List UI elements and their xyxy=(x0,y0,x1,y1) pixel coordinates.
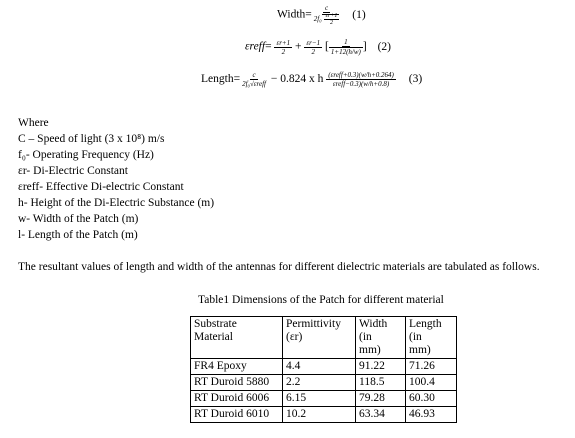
eq1-fraction xyxy=(312,4,342,26)
cell-permittivity: 6.15 xyxy=(283,391,356,407)
eq2-t2-den: 2 xyxy=(311,47,316,56)
eq2-tag: (2) xyxy=(377,40,391,53)
header-text: (in xyxy=(359,331,372,343)
where-item: εreff- Effective Di-electric Constant xyxy=(18,181,184,193)
eq1-lhs: Width= xyxy=(277,8,312,21)
cell-length: 60.30 xyxy=(406,391,457,407)
table-caption: Table1 Dimensions of the Patch for different material xyxy=(198,294,444,306)
table-row xyxy=(191,407,457,423)
eq3-r-den: εreff−0.3)(w/h+0.8) xyxy=(332,80,390,88)
eq3-den: 2f₀√εreff xyxy=(242,80,267,88)
cell-permittivity: 2.2 xyxy=(283,375,356,391)
eq1-tag: (1) xyxy=(352,8,366,21)
eq2-t1-num: εr+1 xyxy=(276,38,291,47)
cell-permittivity: 10.2 xyxy=(283,407,356,423)
equation-ereff xyxy=(245,38,391,56)
eq2-plus: + xyxy=(295,40,302,53)
header-length xyxy=(406,317,457,359)
header-substrate xyxy=(191,317,283,359)
table-row xyxy=(191,391,457,407)
cell-width: 63.34 xyxy=(356,407,406,423)
header-text: Permittivity xyxy=(286,318,341,330)
table-row xyxy=(191,359,457,375)
table-header-row xyxy=(191,317,457,359)
where-item: h- Height of the Di-Electric Substance (m) xyxy=(18,197,215,209)
cell-width: 91.22 xyxy=(356,359,406,375)
equation-width xyxy=(277,4,366,26)
header-text: Substrate xyxy=(194,318,237,330)
cell-length: 46.93 xyxy=(406,407,457,423)
where-item: l- Length of the Patch (m) xyxy=(18,229,138,241)
eq1-sqrt-num: εr+1 xyxy=(325,13,338,19)
eq3-fraction xyxy=(240,71,268,88)
eq2-equals: = xyxy=(265,40,272,53)
header-text: mm) xyxy=(359,344,381,356)
eq2-t1-den: 2 xyxy=(281,47,286,56)
cell-width: 79.28 xyxy=(356,391,406,407)
cell-substrate: RT Duroid 6010 xyxy=(191,407,283,423)
table-row xyxy=(191,375,457,391)
eq2-bracket-close: ] xyxy=(362,40,367,53)
equation-length xyxy=(201,71,422,88)
eq3-r-num: (εreff+0.3)(w/h+0.264) xyxy=(328,71,394,79)
eq2-term1 xyxy=(274,39,292,56)
eq2-t2-num: εr−1 xyxy=(306,38,321,47)
cell-width: 118.5 xyxy=(356,375,406,391)
header-text: (in xyxy=(409,331,422,343)
where-item: εr- Di-Electric Constant xyxy=(18,165,128,177)
cell-length: 100.4 xyxy=(406,375,457,391)
where-item: C – Speed of light (3 x 10⁸) m/s xyxy=(18,133,165,145)
cell-substrate: FR4 Epoxy xyxy=(191,359,283,375)
eq2-term2 xyxy=(304,39,322,56)
eq2-lhs: εreff xyxy=(245,40,266,53)
eq1-num: c xyxy=(325,4,329,12)
eq2-bracket-frac xyxy=(329,38,363,56)
where-heading: Where xyxy=(18,117,49,129)
header-text: mm) xyxy=(409,344,431,356)
where-item: f₀- Operating Frequency (Hz) xyxy=(18,149,154,161)
eq3-lhs: Length= xyxy=(201,73,241,86)
header-text: (εr) xyxy=(286,331,303,343)
cell-length: 71.26 xyxy=(406,359,457,375)
header-permittivity xyxy=(283,317,356,359)
dimensions-table xyxy=(190,316,457,423)
eq3-minus: − 0.824 x h xyxy=(270,73,324,86)
header-width xyxy=(356,317,406,359)
eq1-den-prefix: 2f₀ xyxy=(313,15,322,24)
header-text: Length xyxy=(409,318,442,330)
header-text: Width xyxy=(359,318,388,330)
eq3-tag: (3) xyxy=(408,73,423,86)
cell-permittivity: 4.4 xyxy=(283,359,356,375)
cell-substrate: RT Duroid 6006 xyxy=(191,391,283,407)
body-paragraph: The resultant values of length and width of the antennas for different dielectric materials are tabulated as follows. xyxy=(18,261,540,273)
eq2-bracket-open: [ xyxy=(325,40,329,53)
cell-substrate: RT Duroid 5880 xyxy=(191,375,283,391)
eq2-br-den: 1+12(h/w) xyxy=(330,48,361,56)
header-text: Material xyxy=(194,331,233,343)
eq3-ratio xyxy=(326,71,396,88)
eq1-sqrt-den: 2 xyxy=(330,20,334,26)
eq3-num: c xyxy=(252,71,256,79)
where-item: w- Width of the Patch (m) xyxy=(18,213,139,225)
eq2-br-num: 1 xyxy=(344,38,348,46)
